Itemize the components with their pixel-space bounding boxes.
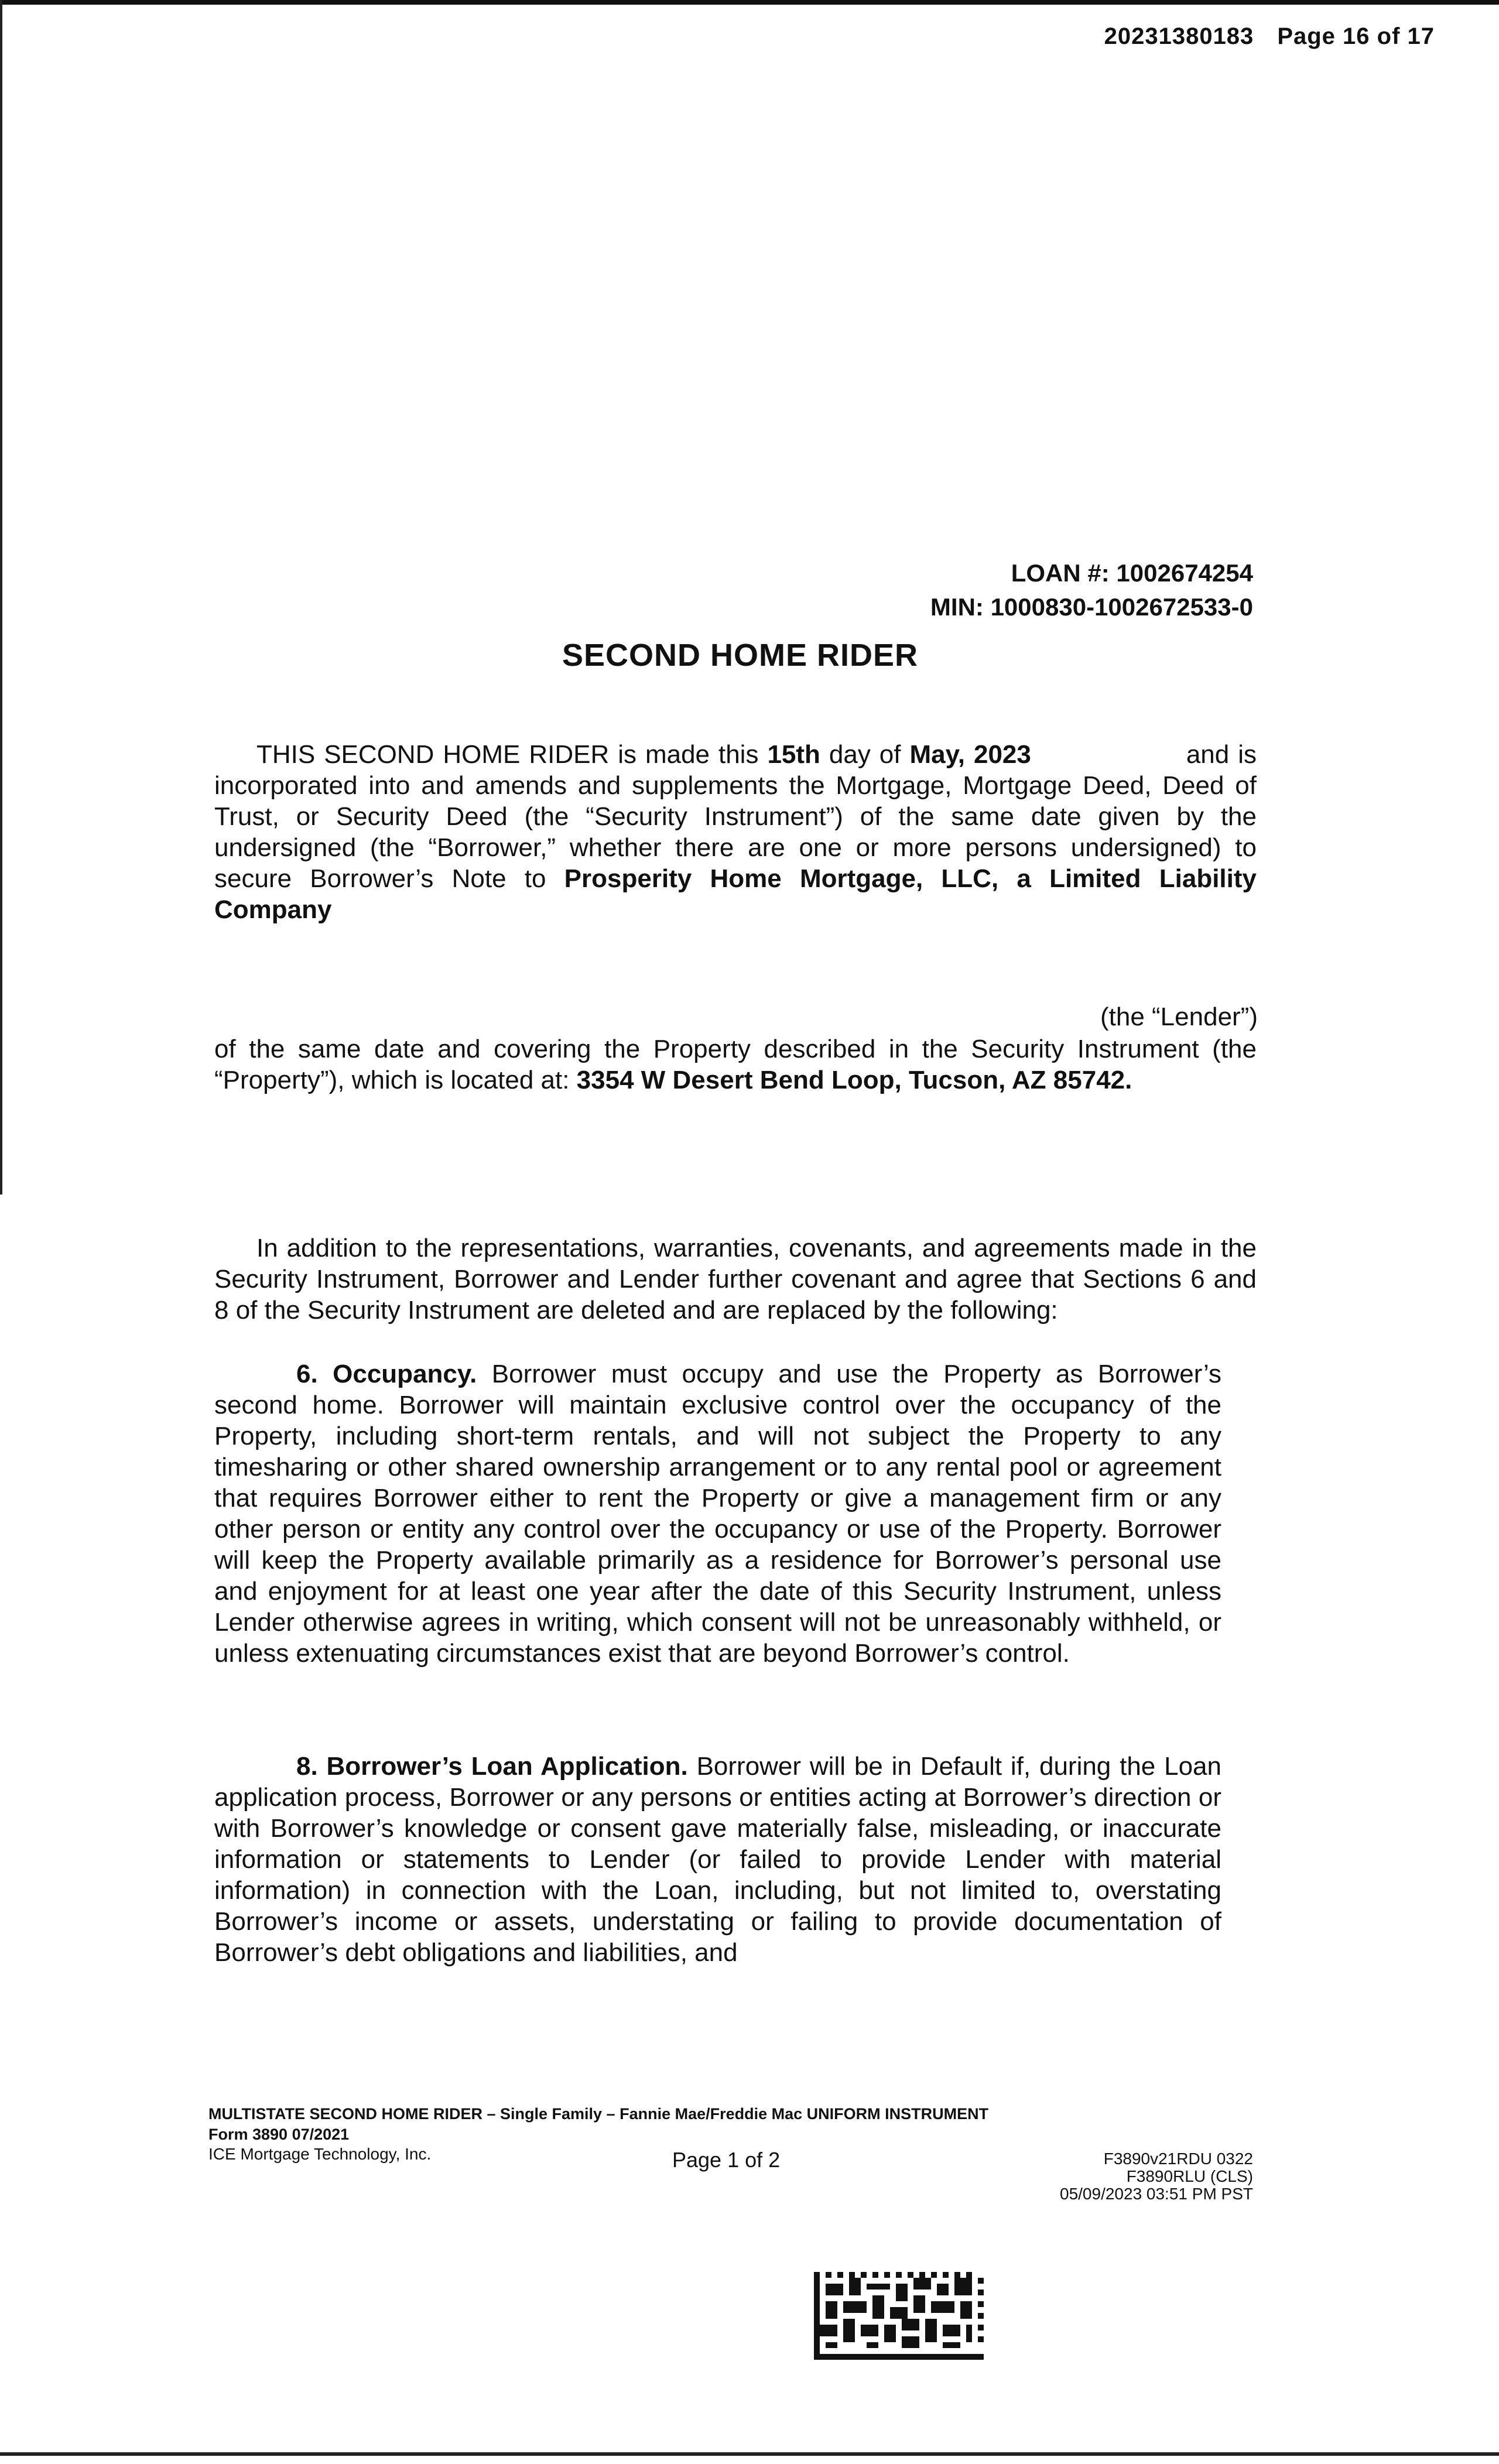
intro-day-of: day of bbox=[820, 740, 910, 769]
top-border-line bbox=[0, 0, 1499, 5]
footer-code-2: F3890RLU (CLS) bbox=[1126, 2167, 1253, 2185]
footer-form-codes bbox=[1060, 2150, 1253, 2203]
bottom-border-line bbox=[0, 2452, 1499, 2456]
section-heading: 6. Occupancy. bbox=[296, 1360, 477, 1388]
section-text: Borrower will be in Default if, during the Loan application process, Borrower or any persons or entities acting at Borrower’s direction or with Borrower’s knowledge or consent gave materially false, misleading, or inaccurate information or statements to Lender (or failed to provide Lender with material information) in connection with the Loan, including, but not limited to, overstating Borrower’s income or assets, understating or failing to provide documentation of Borrower’s debt obligations and liabilities, and bbox=[214, 1752, 1221, 1967]
property-address: 3354 W Desert Bend Loop, Tucson, AZ 85742. bbox=[576, 1066, 1132, 1094]
intro-paragraph bbox=[214, 739, 1257, 925]
footer-form-number: Form 3890 07/2021 bbox=[208, 2126, 350, 2143]
footer-code-1: F3890v21RDU 0322 bbox=[1103, 2150, 1253, 2168]
property-paragraph bbox=[214, 1033, 1257, 1096]
section-6-occupancy bbox=[214, 1358, 1221, 1669]
covenant-intro: In addition to the representations, warranties, covenants, and agreements made in the Security Instrument, Borrower and Lender further covenant and agree that Sections 6 and 8 of the Security Instrument are deleted and are replaced by the following: bbox=[214, 1234, 1257, 1325]
lender-name: Prosperity Home Mortgage, LLC, a Limited Liability Company bbox=[214, 864, 1257, 924]
section-heading: 8. Borrower’s Loan Application. bbox=[296, 1752, 688, 1781]
loan-number: LOAN #: 1002674254 bbox=[1011, 559, 1253, 587]
left-border-line bbox=[0, 0, 2, 1195]
recording-stamp bbox=[1104, 23, 1435, 50]
footer-form-title: MULTISTATE SECOND HOME RIDER – Single Family – Fannie Mae/Freddie Mac UNIFORM INSTRUMENT bbox=[208, 2105, 989, 2123]
rider-month-year: May, 2023 bbox=[909, 740, 1031, 769]
loan-identifiers bbox=[930, 556, 1253, 624]
intro-lead: THIS SECOND HOME RIDER is made this bbox=[256, 740, 768, 769]
page-label: Page 16 of 17 bbox=[1277, 23, 1435, 49]
intro-and: and bbox=[1177, 740, 1230, 769]
datamatrix-barcode bbox=[814, 2272, 984, 2360]
footer-company: ICE Mortgage Technology, Inc. bbox=[208, 2145, 432, 2163]
document-title: SECOND HOME RIDER bbox=[562, 638, 919, 673]
section-8-loan-application bbox=[214, 1751, 1221, 1968]
footer-timestamp: 05/09/2023 03:51 PM PST bbox=[1060, 2185, 1253, 2203]
section-text: Borrower must occupy and use the Property as Borrower’s second home. Borrower will maintain exclusive control over the occupancy of the Property, including short-term rentals, and will not subject the Property to any timesharing or other shared ownership arrangement or to any rental pool or agreement that requires Borrower either to rent the Property or give a management firm or any other person or entity any control over the occupancy or use of the Property. Borrower will keep the Property available primarily as a residence for Borrower’s personal use and enjoyment for at least one year after the date of this Security Instrument, unless Lender otherwise agrees in writing, which consent will not be unreasonably withheld, or unless extenuating circumstances exist that are beyond Borrower’s control. bbox=[214, 1360, 1221, 1668]
intro-body: is incorporated into and amends and supplements the Mortgage, Mortgage Deed, Deed of Trust, or Security Deed (the “Security Instrument”) of the same date given by the undersigned (the “Borrower,” whether there are one or more persons undersigned) to secure Borrower’s Note to bbox=[214, 740, 1257, 893]
lender-tag: (the “Lender”) bbox=[1100, 1002, 1258, 1031]
rider-day: 15th bbox=[767, 740, 820, 769]
footer-page-number: Page 1 of 2 bbox=[672, 2148, 781, 2172]
document-number: 20231380183 bbox=[1104, 23, 1254, 49]
property-text: of the same date and covering the Property described in the Security Instrument (the “Property”), which is located at: bbox=[214, 1035, 1257, 1094]
min-number: MIN: 1000830-1002672533-0 bbox=[930, 593, 1253, 621]
